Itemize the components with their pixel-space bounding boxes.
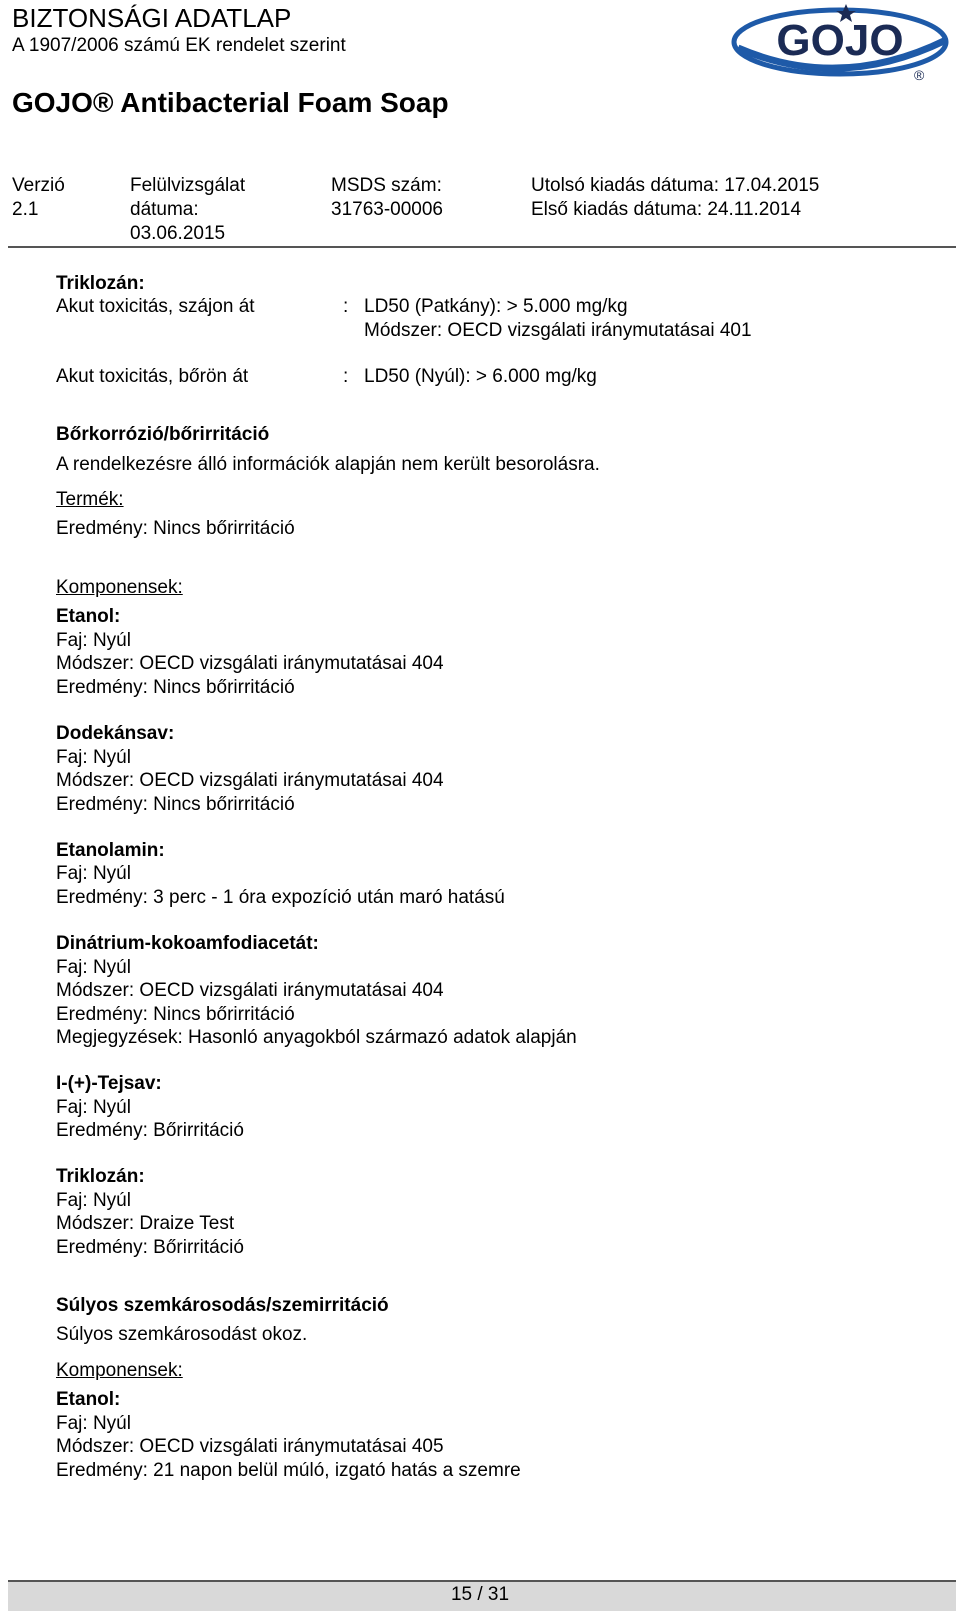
msds-block bbox=[331, 174, 443, 222]
product-label: Termék: bbox=[56, 489, 124, 510]
acute-dermal-value: LD50 (Nyúl): > 6.000 mg/kg bbox=[364, 366, 597, 387]
triklozan-name: Triklozán: bbox=[56, 1166, 145, 1187]
version-value: 2.1 bbox=[12, 199, 39, 220]
etanolamin-name: Etanolamin: bbox=[56, 840, 165, 861]
dodekansav-method: Módszer: OECD vizsgálati iránymutatásai 404 bbox=[56, 770, 444, 791]
regulation-subtitle: A 1907/2006 számú EK rendelet szerint bbox=[12, 35, 346, 56]
eye-etanol-result: Eredmény: 21 napon belül múló, izgató hatás a szemre bbox=[56, 1460, 521, 1481]
etanol-method: Módszer: OECD vizsgálati iránymutatásai 404 bbox=[56, 653, 444, 674]
logo-text: GOJO bbox=[776, 16, 904, 65]
dinatrium-name: Dinátrium-kokoamfodiacetát: bbox=[56, 933, 319, 954]
msds-label: MSDS szám: bbox=[331, 175, 442, 196]
document-title: BIZTONSÁGI ADATLAP bbox=[12, 3, 292, 33]
header-divider bbox=[8, 246, 956, 248]
page-number: 15 / 31 bbox=[450, 1584, 510, 1605]
product-name: GOJO® Antibacterial Foam Soap bbox=[12, 87, 449, 118]
etanol-species: Faj: Nyúl bbox=[56, 630, 131, 651]
dinatrium-note: Megjegyzések: Hasonló anyagokból származó adatok alapján bbox=[56, 1027, 577, 1048]
triklozan-species: Faj: Nyúl bbox=[56, 1190, 131, 1211]
revision-label: Felülvizsgálat bbox=[130, 175, 246, 196]
gojo-logo bbox=[728, 0, 960, 92]
acute-oral-label: Akut toxicitás, szájon át bbox=[56, 296, 255, 317]
dinatrium-species: Faj: Nyúl bbox=[56, 957, 131, 978]
revision-block bbox=[130, 174, 245, 246]
acute-oral-colon: : bbox=[343, 296, 349, 317]
acute-substance-name: Triklozán: bbox=[56, 273, 145, 294]
tejsav-species: Faj: Nyúl bbox=[56, 1097, 131, 1118]
dodekansav-name: Dodekánsav: bbox=[56, 723, 175, 744]
revision-date: 03.06.2015 bbox=[130, 223, 226, 244]
issue-dates-block bbox=[531, 174, 819, 222]
skin-components-label: Komponensek: bbox=[56, 577, 183, 598]
dinatrium-result: Eredmény: Nincs bőrirritáció bbox=[56, 1004, 295, 1025]
skin-classification-statement: A rendelkezésre álló információk alapján nem került besorolásra. bbox=[56, 454, 600, 475]
etanolamin-species: Faj: Nyúl bbox=[56, 863, 131, 884]
registered-mark: ® bbox=[914, 67, 925, 83]
etanol-name: Etanol: bbox=[56, 606, 121, 627]
msds-number: 31763-00006 bbox=[331, 199, 443, 220]
eye-etanol-species: Faj: Nyúl bbox=[56, 1413, 131, 1434]
first-issue-date: Első kiadás dátuma: 24.11.2014 bbox=[531, 199, 802, 220]
eye-components-label: Komponensek: bbox=[56, 1360, 183, 1381]
etanolamin-result: Eredmény: 3 perc - 1 óra expozíció után maró hatású bbox=[56, 887, 505, 908]
etanol-result: Eredmény: Nincs bőrirritáció bbox=[56, 677, 295, 698]
acute-dermal-colon: : bbox=[343, 366, 349, 387]
last-issue-date: Utolsó kiadás dátuma: 17.04.2015 bbox=[531, 175, 820, 196]
eye-section-heading: Súlyos szemkárosodás/szemirritáció bbox=[56, 1295, 389, 1316]
triklozan-result: Eredmény: Bőrirritáció bbox=[56, 1237, 244, 1258]
product-result: Eredmény: Nincs bőrirritáció bbox=[56, 518, 295, 539]
triklozan-method: Módszer: Draize Test bbox=[56, 1213, 235, 1234]
eye-classification-statement: Súlyos szemkárosodást okoz. bbox=[56, 1324, 308, 1345]
revision-label-2: dátuma: bbox=[130, 199, 199, 220]
tejsav-name: I-(+)-Tejsav: bbox=[56, 1073, 162, 1094]
skin-section-heading: Bőrkorrózió/bőrirritáció bbox=[56, 424, 270, 445]
version-block bbox=[12, 174, 65, 222]
acute-oral-value: LD50 (Patkány): > 5.000 mg/kg bbox=[364, 296, 628, 317]
version-label: Verzió bbox=[12, 175, 65, 196]
eye-etanol-name: Etanol: bbox=[56, 1389, 121, 1410]
dinatrium-method: Módszer: OECD vizsgálati iránymutatásai 404 bbox=[56, 980, 444, 1001]
dodekansav-species: Faj: Nyúl bbox=[56, 747, 131, 768]
eye-etanol-method: Módszer: OECD vizsgálati iránymutatásai 405 bbox=[56, 1436, 444, 1457]
acute-oral-method: Módszer: OECD vizsgálati iránymutatásai 401 bbox=[364, 320, 752, 341]
acute-dermal-label: Akut toxicitás, bőrön át bbox=[56, 366, 249, 387]
tejsav-result: Eredmény: Bőrirritáció bbox=[56, 1120, 244, 1141]
dodekansav-result: Eredmény: Nincs bőrirritáció bbox=[56, 794, 295, 815]
